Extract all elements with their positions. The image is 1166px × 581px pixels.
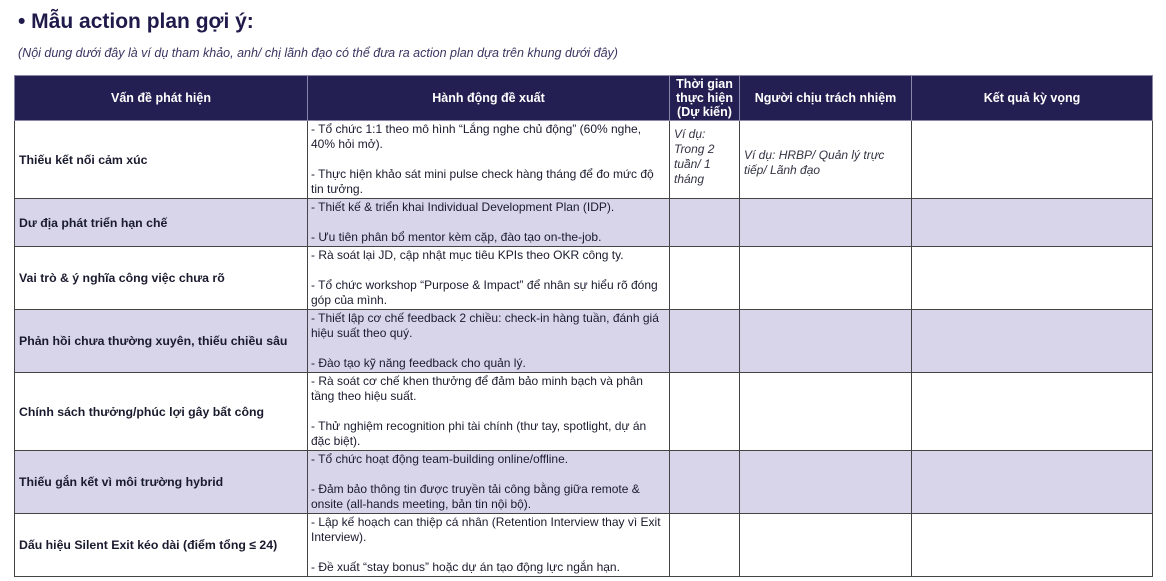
issue-cell: Dấu hiệu Silent Exit kéo dài (điểm tổng ≤ 24) — [15, 514, 308, 577]
result-cell — [912, 514, 1153, 577]
result-cell — [912, 310, 1153, 373]
action-cell — [308, 310, 670, 373]
result-cell — [912, 451, 1153, 514]
result-cell — [912, 373, 1153, 451]
owner-cell — [740, 451, 912, 514]
issue-cell: Vai trò & ý nghĩa công việc chưa rõ — [15, 247, 308, 310]
action-item: - Thiết lập cơ chế feedback 2 chiều: check-in hàng tuần, đánh giá hiệu suất theo quý. — [311, 311, 659, 340]
owner-cell — [740, 310, 912, 373]
action-item: - Tổ chức hoạt động team-building online/offline. — [311, 452, 569, 466]
issue-cell: Dư địa phát triển hạn chế — [15, 199, 308, 247]
owner-cell — [740, 199, 912, 247]
action-item: - Đề xuất “stay bonus” hoặc dự án tạo động lực ngắn hạn. — [311, 560, 620, 574]
result-cell — [912, 247, 1153, 310]
issue-cell: Thiếu kết nối cảm xúc — [15, 121, 308, 199]
action-cell — [308, 247, 670, 310]
owner-cell — [740, 247, 912, 310]
action-item: - Tổ chức 1:1 theo mô hình “Lắng nghe chủ động” (60% nghe, 40% hỏi mở). — [311, 122, 642, 151]
action-item: - Đào tạo kỹ năng feedback cho quản lý. — [311, 356, 526, 370]
issue-cell: Thiếu gắn kết vì môi trường hybrid — [15, 451, 308, 514]
action-item: - Thực hiện khảo sát mini pulse check hàng tháng để đo mức độ tin tưởng. — [311, 167, 654, 196]
issue-cell: Chính sách thưởng/phúc lợi gây bất công — [15, 373, 308, 451]
action-item: - Ưu tiên phân bổ mentor kèm cặp, đào tạo on-the-job. — [311, 230, 602, 244]
owner-cell — [740, 514, 912, 577]
result-cell — [912, 121, 1153, 199]
timeline-cell — [670, 514, 740, 577]
table-row — [15, 514, 1153, 577]
action-item: - Rà soát lại JD, cập nhật mục tiêu KPIs theo OKR công ty. — [311, 248, 624, 262]
timeline-cell — [670, 310, 740, 373]
header-action: Hành động đề xuất — [308, 76, 670, 121]
page-title: • Mẫu action plan gợi ý: — [18, 10, 254, 33]
table-row — [15, 121, 1153, 199]
header-timeline: Thời gian thực hiện (Dự kiến) — [670, 76, 740, 121]
action-item: - Tổ chức workshop “Purpose & Impact” để nhân sự hiểu rõ đóng góp của mình. — [311, 278, 658, 307]
timeline-cell — [670, 199, 740, 247]
table-row — [15, 247, 1153, 310]
action-item: - Thiết kế & triển khai Individual Development Plan (IDP). — [311, 200, 615, 214]
page-note: (Nội dung dưới đây là ví dụ tham khảo, anh/ chị lãnh đạo có thể đưa ra action plan dựa trên khung dưới đây) — [18, 46, 618, 60]
header-issue: Vấn đề phát hiện — [15, 76, 308, 121]
action-cell — [308, 199, 670, 247]
action-cell — [308, 121, 670, 199]
result-cell — [912, 199, 1153, 247]
table-row — [15, 451, 1153, 514]
owner-cell — [740, 373, 912, 451]
header-owner: Người chịu trách nhiệm — [740, 76, 912, 121]
action-item: - Lập kế hoạch can thiệp cá nhân (Retention Interview thay vì Exit Interview). — [311, 515, 661, 544]
action-cell — [308, 514, 670, 577]
action-cell — [308, 373, 670, 451]
table-row — [15, 199, 1153, 247]
timeline-cell — [670, 373, 740, 451]
action-item: - Thử nghiệm recognition phi tài chính (thư tay, spotlight, dự án đặc biệt). — [311, 419, 647, 448]
action-cell — [308, 451, 670, 514]
table-row — [15, 373, 1153, 451]
action-item: - Rà soát cơ chế khen thưởng để đảm bảo minh bạch và phân tầng theo hiệu suất. — [311, 374, 643, 403]
issue-cell: Phản hồi chưa thường xuyên, thiếu chiều sâu — [15, 310, 308, 373]
table-row — [15, 310, 1153, 373]
action-item: - Đảm bảo thông tin được truyền tải công bằng giữa remote & onsite (all-hands meeting, bản tin nội bộ). — [311, 482, 640, 511]
table-header-row — [15, 76, 1153, 121]
timeline-cell — [670, 451, 740, 514]
action-plan-table — [14, 75, 1153, 577]
timeline-cell: Ví dụ: Trong 2 tuần/ 1 tháng — [670, 121, 740, 199]
timeline-cell — [670, 247, 740, 310]
owner-cell: Ví dụ: HRBP/ Quản lý trực tiếp/ Lãnh đạo — [740, 121, 912, 199]
header-result: Kết quả kỳ vọng — [912, 76, 1153, 121]
